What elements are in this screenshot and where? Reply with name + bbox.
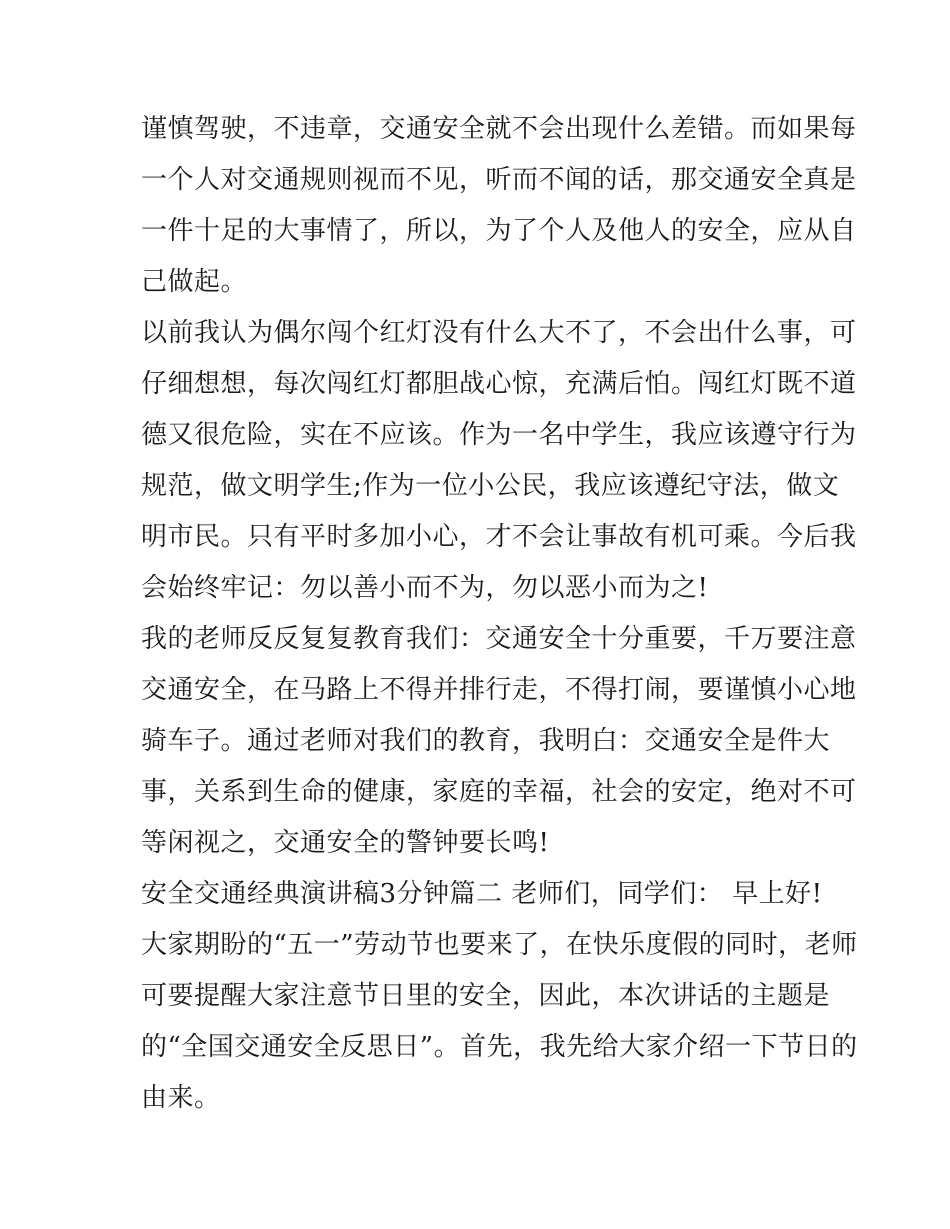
text-line: 的“全国交通安全反思日”。首先，我先给大家介绍一下节日的 <box>141 1032 858 1062</box>
text-line: 德又很危险，实在不应该。作为一名中学生，我应该遵守行为 <box>141 420 857 450</box>
text-line: 会始终牢记：勿以善小而不为，勿以恶小而为之! <box>141 573 709 603</box>
text-line: 己做起。 <box>141 267 248 297</box>
text-line: 以前我认为偶尔闯个红灯没有什么大不了，不会出什么事，可 <box>141 318 857 348</box>
text-line: 明市民。只有平时多加小心，才不会让事故有机可乘。今后我 <box>141 522 857 552</box>
text-line: 等闲视之，交通安全的警钟要长鸣! <box>141 828 550 858</box>
text-line: 一件十足的大事情了，所以，为了个人及他人的安全，应从自 <box>141 216 857 246</box>
text-line: 可要提醒大家注意节日里的安全，因此，本次讲话的主题是 <box>141 981 831 1011</box>
text-line: 交通安全，在马路上不得并排行走，不得打闹，要谨慎小心地 <box>141 675 857 705</box>
text-line: 规范，做文明学生;作为一位小公民，我应该遵纪守法，做文 <box>141 471 840 501</box>
text-line: 由来。 <box>141 1083 221 1113</box>
text-line: 大家期盼的“五一”劳动节也要来了，在快乐度假的同时，老师 <box>141 930 858 960</box>
text-line: 安全交通经典演讲稿3分钟篇二 老师们，同学们： 早上好! <box>141 879 823 909</box>
text-line: 仔细想想，每次闯红灯都胆战心惊，充满后怕。闯红灯既不道 <box>141 369 857 399</box>
text-line: 事，关系到生命的健康，家庭的幸福，社会的安定，绝对不可 <box>141 777 857 807</box>
text-line: 我的老师反反复复教育我们：交通安全十分重要，千万要注意 <box>141 624 857 654</box>
text-line: 谨慎驾驶，不违章，交通安全就不会出现什么差错。而如果每 <box>141 114 857 144</box>
text-line: 一个人对交通规则视而不见，听而不闻的话，那交通安全真是 <box>141 165 857 195</box>
text-line: 骑车子。通过老师对我们的教育，我明白：交通安全是件大 <box>141 726 831 756</box>
document-body <box>141 104 858 1124</box>
